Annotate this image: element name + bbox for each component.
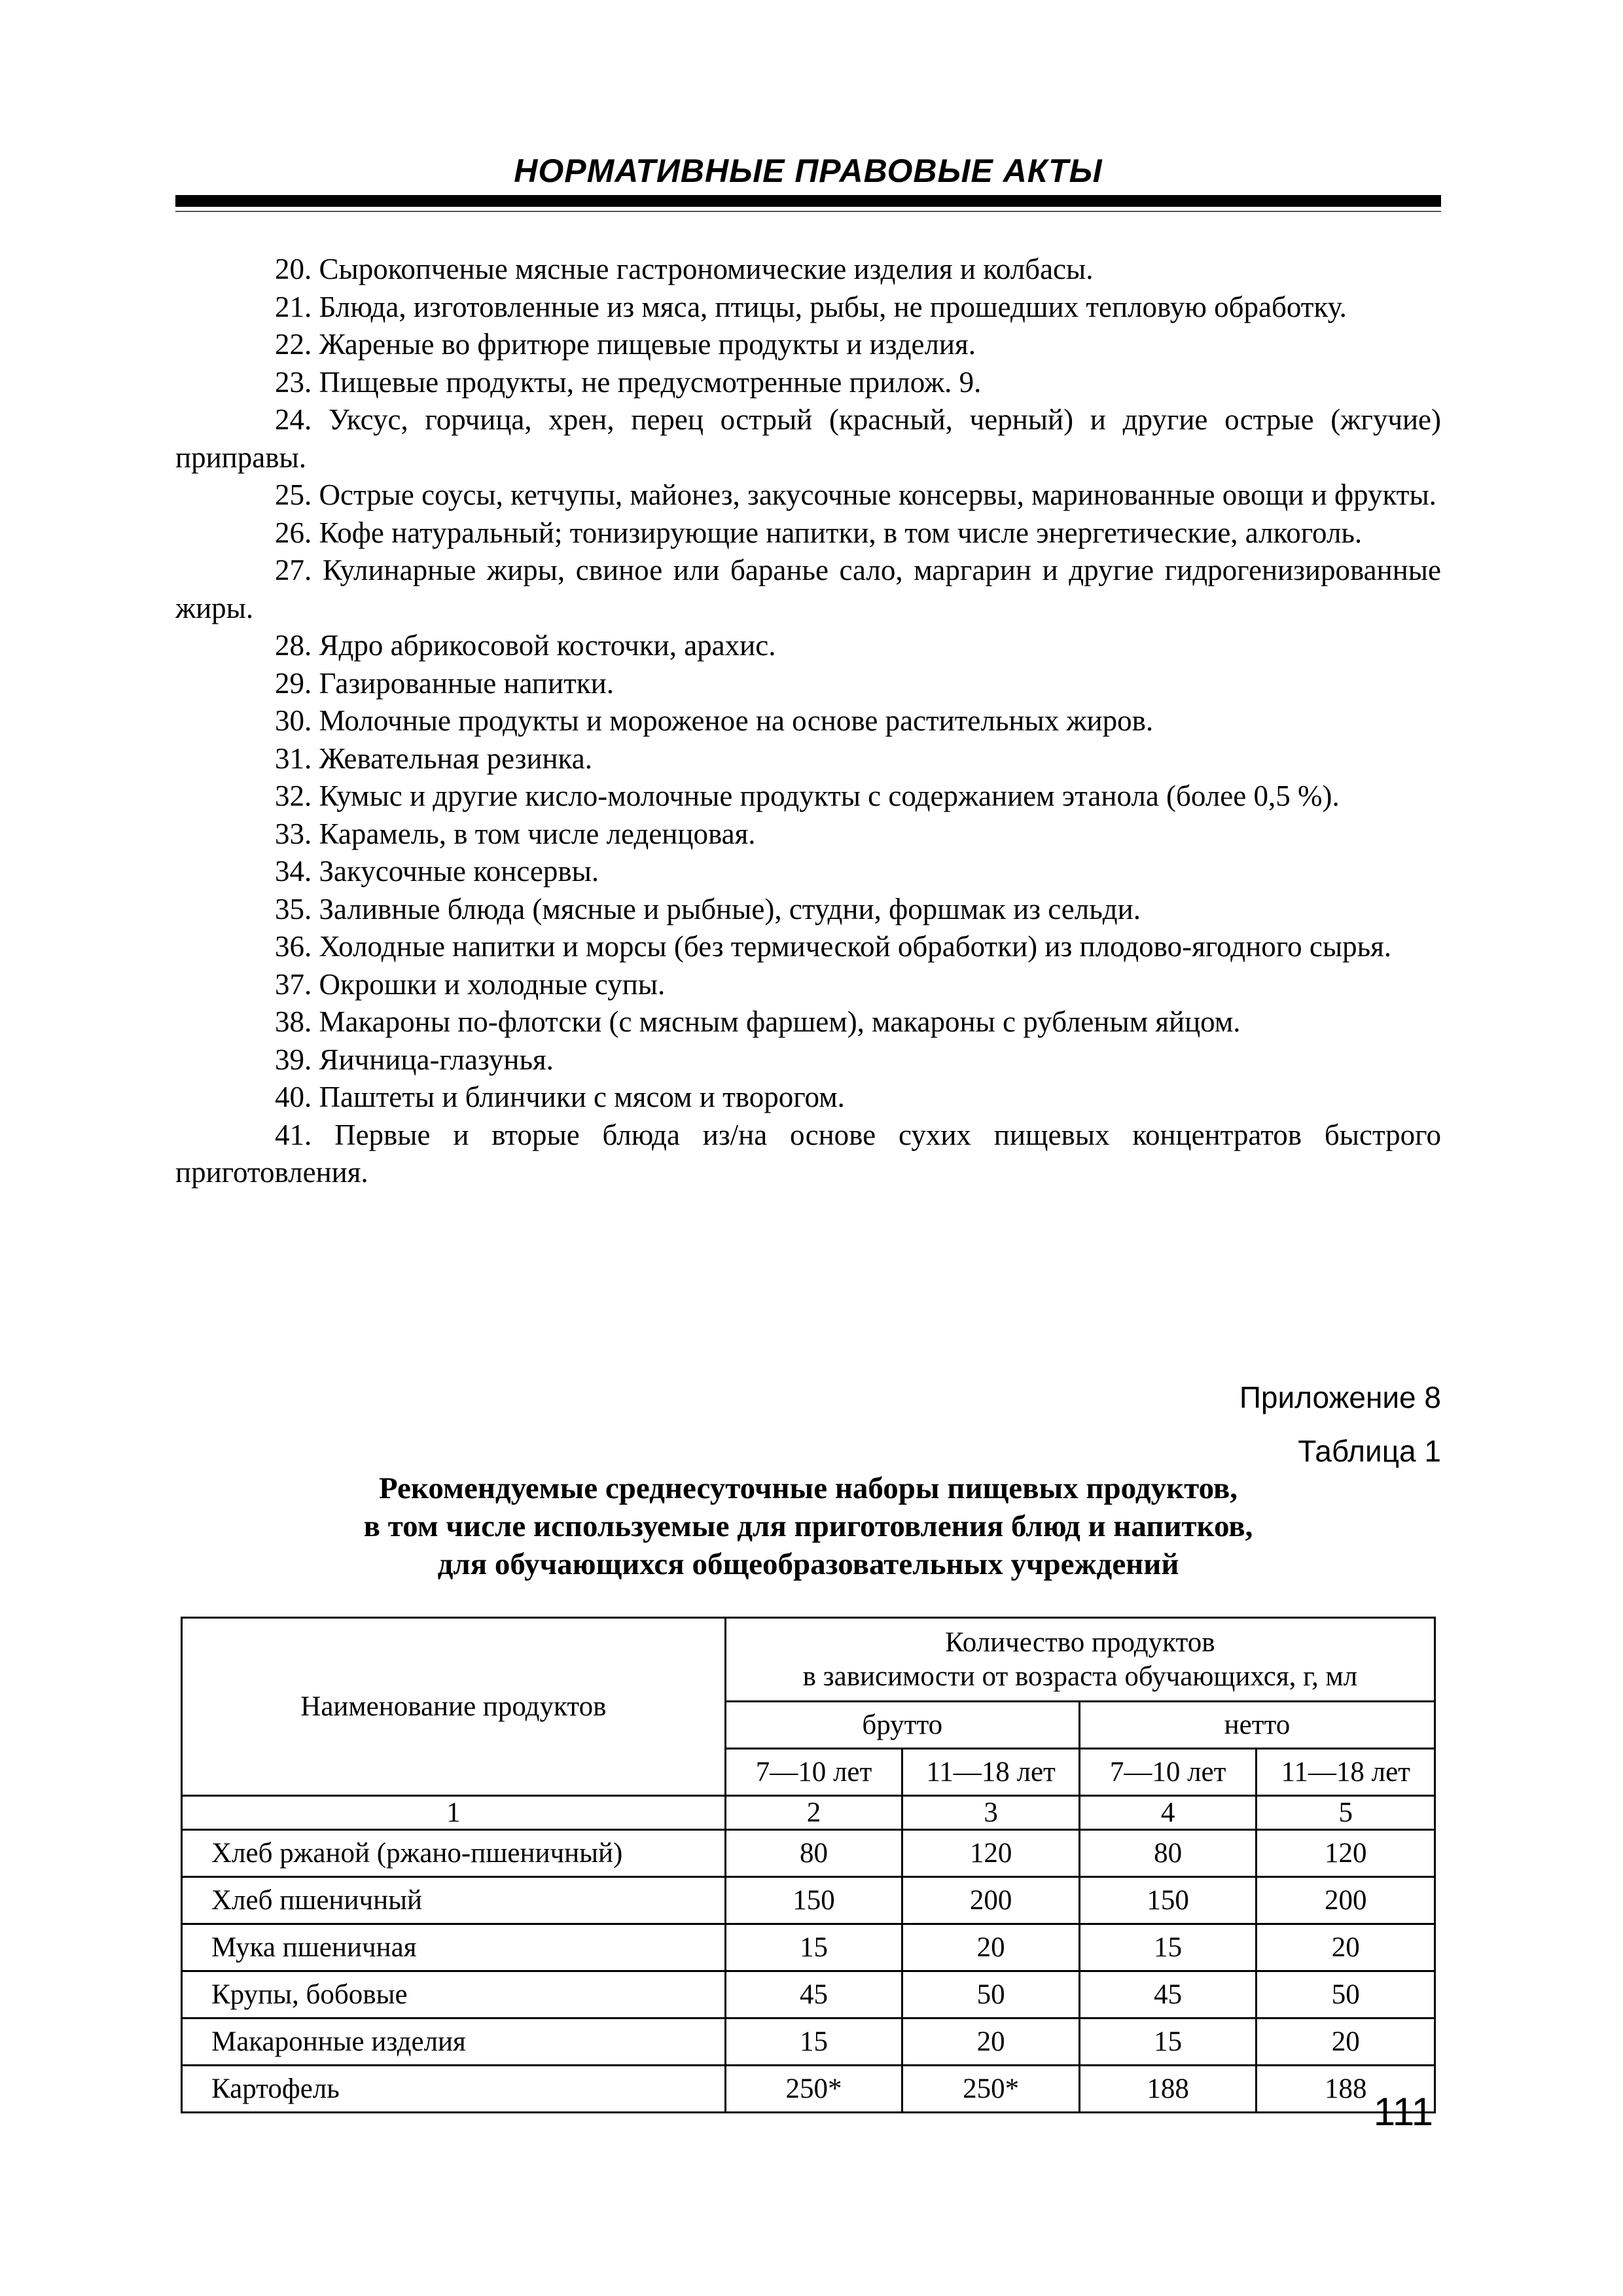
list-item: 30. Молочные продукты и мороженое на основе растительных жиров. xyxy=(275,704,1154,737)
table-cell: 120 xyxy=(1257,1830,1435,1877)
header-quantity-line: в зависимости от возраста обучающихся, г, мл xyxy=(802,1660,1358,1692)
header-age: 11—18 лет xyxy=(902,1749,1080,1796)
list-item: 23. Пищевые продукты, не предусмотренные прилож. 9. xyxy=(275,365,982,399)
table-label: Таблица 1 xyxy=(1298,1434,1441,1468)
table-cell: 20 xyxy=(1257,2018,1435,2066)
table-cell: 188 xyxy=(1257,2066,1435,2113)
product-name: Хлеб пшеничный xyxy=(182,1877,726,1924)
table-cell: 150 xyxy=(1079,1877,1257,1924)
list-item: 21. Блюда, изготовленные из мяса, птицы, рыбы, не прошедших тепловую обработку. xyxy=(275,290,1347,323)
list-item: 34. Закусочные консервы. xyxy=(275,855,599,888)
header-rule-thin xyxy=(175,211,1441,212)
table-cell: 45 xyxy=(725,1971,902,2018)
table-row xyxy=(182,1971,1435,2018)
list-item: 37. Окрошки и холодные супы. xyxy=(275,967,666,1001)
list-item: 36. Холодные напитки и морсы (без термической обработки) из плодово-ягодного сырья. xyxy=(275,930,1392,963)
table-cell: 20 xyxy=(902,2018,1080,2066)
table-row xyxy=(182,2018,1435,2066)
list-item: 32. Кумыс и другие кисло-молочные продукты с содержанием этанола (более 0,5 %). xyxy=(275,780,1340,812)
list-item: 41. Первые и вторые блюда из/на основе сухих пищевых концентратов быстрого приготовления. xyxy=(175,1118,1441,1189)
table-header-row xyxy=(182,1618,1435,1702)
food-norms-table xyxy=(181,1617,1436,2113)
list-item: 28. Ядро абрикосовой косточки, арахис. xyxy=(275,629,776,662)
column-number: 3 xyxy=(902,1796,1080,1830)
table-row xyxy=(182,1830,1435,1877)
header-rule xyxy=(175,195,1441,207)
table-row xyxy=(182,1877,1435,1924)
product-name: Хлеб ржаной (ржано-пшеничный) xyxy=(182,1830,726,1877)
table-title xyxy=(175,1469,1441,1583)
header-net: нетто xyxy=(1079,1702,1435,1749)
product-name: Крупы, бобовые xyxy=(182,1971,726,2018)
table-cell: 150 xyxy=(725,1877,902,1924)
header-age: 7—10 лет xyxy=(725,1749,902,1796)
table-cell: 250* xyxy=(725,2066,902,2113)
table-cell: 15 xyxy=(1079,2018,1257,2066)
prohibited-items-list xyxy=(175,251,1441,1192)
list-item: 33. Карамель, в том числе леденцовая. xyxy=(275,817,756,850)
section-header: НОРМАТИВНЫЕ ПРАВОВЫЕ АКТЫ xyxy=(514,152,1103,189)
list-item: 39. Яичница-глазунья. xyxy=(275,1043,554,1076)
list-item: 38. Макароны по-флотски (с мясным фаршем), макароны с рубленым яйцом. xyxy=(275,1005,1241,1038)
table-cell: 200 xyxy=(902,1877,1080,1924)
product-name: Картофель xyxy=(182,2066,726,2113)
list-item: 26. Кофе натуральный; тонизирующие напитки, в том числе энергетические, алкоголь. xyxy=(275,516,1363,549)
table-cell: 45 xyxy=(1079,1971,1257,2018)
table-cell: 20 xyxy=(1257,1924,1435,1971)
table-title-line: в том числе используемые для приготовления блюд и напитков, xyxy=(363,1509,1253,1543)
list-item: 35. Заливные блюда (мясные и рыбные), студни, форшмак из сельди. xyxy=(275,892,1141,925)
table-cell: 188 xyxy=(1079,2066,1257,2113)
table-cell: 20 xyxy=(902,1924,1080,1971)
column-number: 5 xyxy=(1257,1796,1435,1830)
table-cell: 80 xyxy=(725,1830,902,1877)
header-quantity xyxy=(725,1618,1435,1702)
table-cell: 250* xyxy=(902,2066,1080,2113)
table-row xyxy=(182,1924,1435,1971)
table-cell: 50 xyxy=(1257,1971,1435,2018)
column-number: 2 xyxy=(725,1796,902,1830)
list-item: 24. Уксус, горчица, хрен, перец острый (красный, черный) и другие острые (жгучие) приправы. xyxy=(175,403,1441,474)
header-age: 7—10 лет xyxy=(1079,1749,1257,1796)
column-number-row xyxy=(182,1796,1435,1830)
column-number: 4 xyxy=(1079,1796,1257,1830)
product-name: Мука пшеничная xyxy=(182,1924,726,1971)
table-cell: 15 xyxy=(725,2018,902,2066)
header-product-name: Наименование продуктов xyxy=(182,1618,726,1796)
column-number: 1 xyxy=(182,1796,726,1830)
list-item: 29. Газированные напитки. xyxy=(275,666,614,700)
list-item: 27. Кулинарные жиры, свиное или баранье сало, маргарин и другие гидрогенизированные жиры. xyxy=(175,554,1441,624)
page-number: 111 xyxy=(1373,2090,1433,2134)
table-cell: 50 xyxy=(902,1971,1080,2018)
appendix-label: Приложение 8 xyxy=(1239,1380,1441,1414)
header-quantity-line: Количество продуктов xyxy=(945,1626,1215,1658)
table-cell: 120 xyxy=(902,1830,1080,1877)
header-gross: брутто xyxy=(725,1702,1079,1749)
table-row xyxy=(182,2066,1435,2113)
list-item: 20. Сырокопченые мясные гастрономические изделия и колбасы. xyxy=(275,253,1094,285)
header-age: 11—18 лет xyxy=(1257,1749,1435,1796)
list-item: 25. Острые соусы, кетчупы, майонез, закусочные консервы, маринованные овощи и фрукты. xyxy=(275,478,1436,511)
list-item: 40. Паштеты и блинчики с мясом и творогом. xyxy=(275,1081,845,1113)
table-title-line: Рекомендуемые среднесуточные наборы пищевых продуктов, xyxy=(378,1471,1238,1505)
product-name: Макаронные изделия xyxy=(182,2018,726,2066)
table-cell: 200 xyxy=(1257,1877,1435,1924)
table-title-line: для обучающихся общеобразовательных учреждений xyxy=(437,1547,1179,1581)
list-item: 22. Жареные во фритюре пищевые продукты и изделия. xyxy=(275,328,976,361)
table-cell: 15 xyxy=(1079,1924,1257,1971)
list-item: 31. Жевательная резинка. xyxy=(275,742,592,775)
table-cell: 80 xyxy=(1079,1830,1257,1877)
table-cell: 15 xyxy=(725,1924,902,1971)
